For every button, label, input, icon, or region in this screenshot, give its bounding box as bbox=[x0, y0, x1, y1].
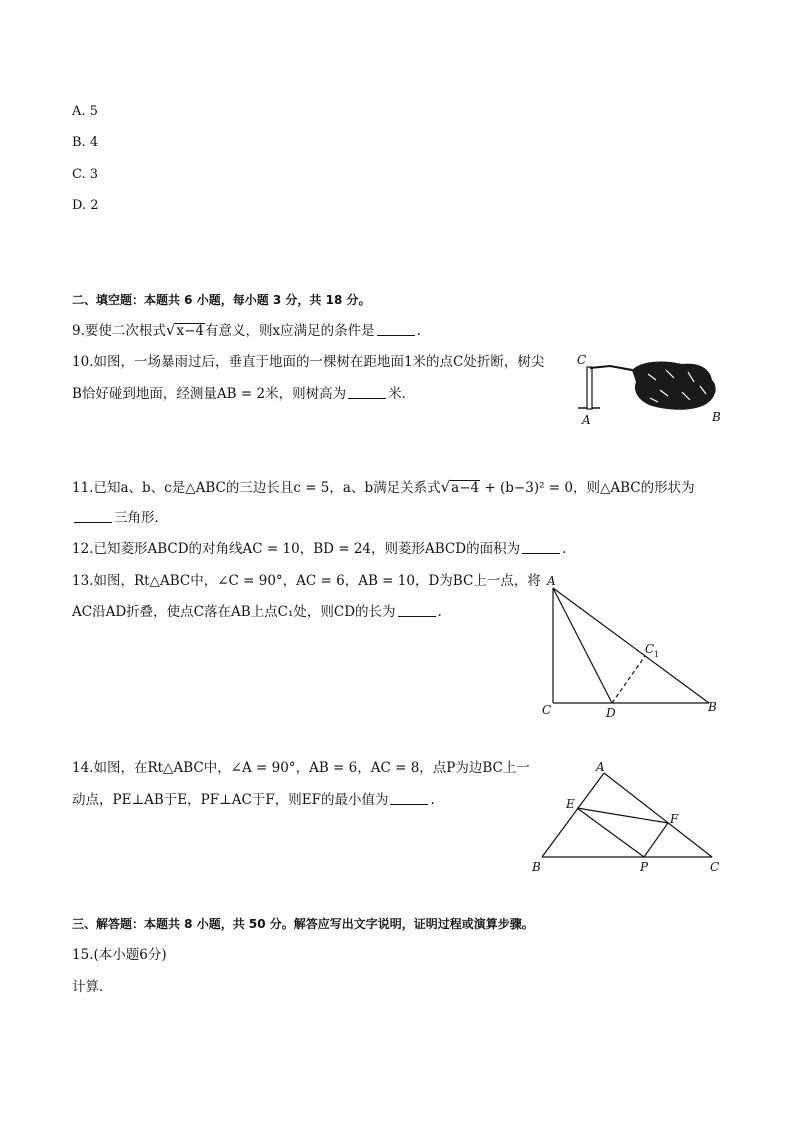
question-11-line2 bbox=[72, 509, 168, 527]
q11-text-pre: 11.已知a、b、c是△ABC的三边长且c = 5，a、b满足关系式 bbox=[72, 480, 441, 496]
label-c1-subscript: 1 bbox=[654, 650, 660, 659]
question-10-line1: 10.如图，一场暴雨过后，垂直于地面的一棵树在距地面1米的点C处折断，树尖 bbox=[72, 354, 545, 370]
q14-end: . bbox=[430, 792, 435, 808]
question-14-line2 bbox=[72, 791, 435, 809]
answer-blank bbox=[390, 792, 428, 805]
segment-ab bbox=[542, 773, 604, 857]
label-a: A bbox=[547, 574, 556, 588]
label-b: B bbox=[708, 700, 717, 714]
option-a: A. 5 bbox=[72, 104, 98, 119]
segment-dc1-dashed bbox=[612, 656, 645, 703]
label-b: B bbox=[532, 860, 541, 874]
segment-pf bbox=[644, 823, 668, 857]
tree-trunk bbox=[587, 367, 592, 409]
label-c: C bbox=[710, 860, 720, 874]
answer-blank bbox=[348, 386, 386, 399]
segment-ab bbox=[553, 588, 709, 703]
q9-text-post: 有意义，则x应满足的条件是 bbox=[204, 323, 375, 339]
radical-sign: √ bbox=[440, 478, 451, 496]
label-a: A bbox=[582, 413, 591, 427]
q10-broken-tree-figure bbox=[570, 350, 730, 430]
q9-text-pre: 9.要使二次根式 bbox=[72, 323, 166, 339]
question-15-title: 15.(本小题6分) bbox=[72, 947, 167, 963]
option-d: D. 2 bbox=[72, 198, 99, 213]
answer-blank bbox=[522, 541, 560, 554]
answer-blank bbox=[377, 323, 415, 336]
section-2-heading: 二、填空题：本题共 6 小题，每小题 3 分，共 18 分。 bbox=[72, 293, 371, 307]
q14-triangle-figure bbox=[528, 758, 728, 878]
section-3-heading: 三、解答题：本题共 8 小题，共 50 分。解答应写出文字说明，证明过程或演算步骤。 bbox=[72, 917, 534, 931]
label-p: P bbox=[640, 860, 649, 874]
q10-text-post: 米． bbox=[388, 386, 416, 402]
q9-end: . bbox=[416, 323, 421, 339]
q12-text: 12.已知菱形ABCD的对角线AC = 10，BD = 24，则菱形ABCD的面积为 bbox=[72, 541, 521, 557]
question-15-text: 计算． bbox=[72, 979, 113, 995]
segment-pe bbox=[577, 808, 644, 857]
label-e: E bbox=[566, 797, 575, 811]
question-14-line1: 14.如图，在Rt△ABC中，∠A = 90°，AB = 6，AC = 8，点P为边BC上一 bbox=[72, 760, 530, 776]
label-c: C bbox=[542, 703, 552, 717]
q9-radicand: x−4 bbox=[176, 323, 204, 339]
label-d: D bbox=[606, 706, 616, 720]
question-10-line2 bbox=[72, 385, 415, 403]
q11-line2-text: 三角形． bbox=[114, 510, 168, 526]
answer-blank bbox=[74, 510, 112, 523]
question-12 bbox=[72, 540, 566, 558]
label-c1: C bbox=[645, 642, 655, 656]
question-11-line1 bbox=[72, 478, 695, 497]
question-9 bbox=[72, 321, 421, 340]
label-f: F bbox=[670, 812, 679, 826]
q10-text-pre: B恰好碰到地面，经测量AB = 2米，则树高为 bbox=[72, 386, 347, 402]
label-c: C bbox=[577, 353, 587, 367]
segment-ad bbox=[553, 588, 612, 703]
q11-text-post: + (b−3)² = 0，则△ABC的形状为 bbox=[480, 480, 695, 496]
label-b: B bbox=[712, 410, 721, 424]
q12-end: . bbox=[562, 541, 567, 557]
q13-fold-triangle-figure bbox=[540, 572, 730, 722]
q13-end: . bbox=[437, 604, 442, 620]
option-c: C. 3 bbox=[72, 167, 99, 182]
q14-text: 动点，PE⊥AB于E，PF⊥AC于F，则EF的最小值为 bbox=[72, 792, 389, 808]
tree-crown bbox=[632, 362, 716, 410]
answer-blank bbox=[398, 604, 436, 617]
segment-ef bbox=[577, 808, 668, 823]
label-a: A bbox=[596, 760, 605, 774]
question-13-line2 bbox=[72, 603, 442, 621]
option-b: B. 4 bbox=[72, 135, 99, 150]
question-13-line1: 13.如图，Rt△ABC中，∠C = 90°，AC = 6，AB = 10，D为BC上一点，将 bbox=[72, 573, 541, 589]
q11-radicand: a−4 bbox=[451, 480, 480, 496]
q13-text: AC沿AD折叠，使点C落在AB上点C₁处，则CD的长为 bbox=[72, 604, 396, 620]
radical-sign: √ bbox=[165, 321, 176, 339]
